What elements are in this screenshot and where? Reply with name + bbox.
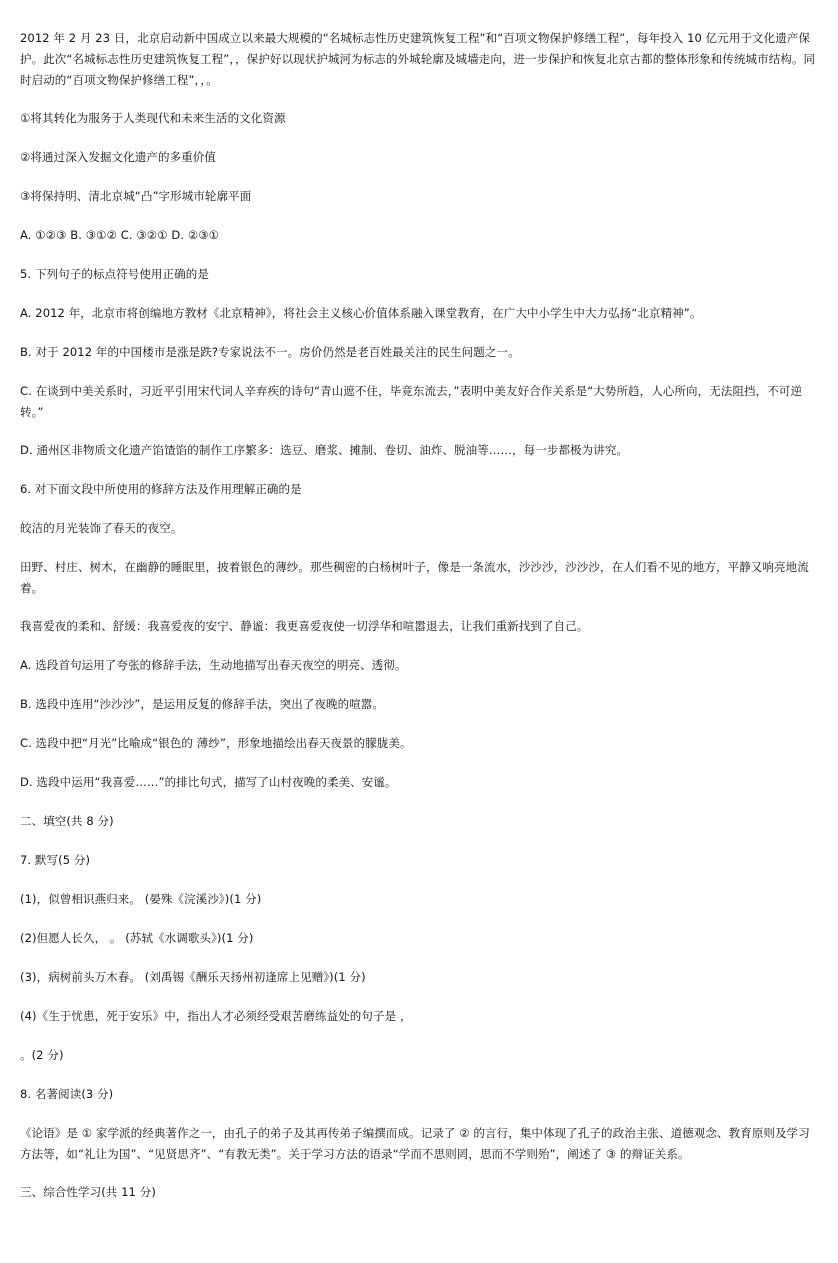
q8-stem: 8. 名著阅读(3 分): [20, 1087, 114, 1101]
q5-option-a: A. 2012 年，北京市将创编地方教材《北京精神》，将社会主义核心价值体系融入课堂教育，在广大中小学生中大力弘扬“北京精神”。: [20, 306, 702, 320]
q8-passage: 《论语》是 ① 家学派的经典著作之一，由孔子的弟子及其再传弟子编撰而成。记录了 ② 的言行，集中体现了孔子的政治主张、道德观念、教育原则及学习方法等，如“礼让为国”、“见贤思齐”、“有教无类”。关于学习方法的语录“学而不思则罔，思而不学则殆”，阐述了 ③ 的辩证关系。: [20, 1126, 810, 1161]
q4-answer-choices: A. ①②③ B. ③①② C. ③②① D. ②③①: [20, 228, 220, 242]
q6-option-a: A. 选段首句运用了夸张的修辞手法，生动地描写出春天夜空的明亮、透彻。: [20, 658, 407, 672]
passage-intro: 2012 年 2 月 23 日，北京启动新中国成立以来最大规模的“名城标志性历史建筑恢复工程”和“百项文物保护修缮工程”，每年投入 10 亿元用于文化遗产保护。此次“名城标志性历史建筑恢复工程”，，保护好以现状护城河为标志的外城轮廓及城墙走向，进一步保护和恢复北京古都的整体形象和传统城市结构。同时启动的“百项文物保护修缮工程”，，。: [20, 31, 816, 87]
sentence-option-3: ③将保持明、清北京城“凸”字形城市轮廓平面: [20, 189, 252, 203]
q6-stem: 6. 对下面文段中所使用的修辞方法及作用理解正确的是: [20, 482, 302, 496]
q7-item-2: (2)但愿人长久， 。 (苏轼《水调歌头》)(1 分): [20, 931, 254, 945]
q7-item-4-continued: 。(2 分): [20, 1048, 64, 1062]
q6-passage-line-1: 皎洁的月光装饰了春天的夜空。: [20, 521, 183, 535]
q5-option-b: B. 对于 2012 年的中国楼市是涨是跌?专家说法不一。房价仍然是老百姓最关注的民生问题之一。: [20, 345, 520, 359]
q6-option-c: C. 选段中把“月光”比喻成“银色的 薄纱”，形象地描绘出春天夜景的朦胧美。: [20, 736, 412, 750]
q7-stem: 7. 默写(5 分): [20, 853, 91, 867]
q7-item-3: (3)，病树前头万木春。 (刘禹锡《酬乐天扬州初逢席上见赠》)(1 分): [20, 970, 366, 984]
section-3-heading: 三、综合性学习(共 11 分): [20, 1185, 156, 1199]
sentence-option-1: ①将其转化为服务于人类现代和未来生活的文化资源: [20, 111, 286, 125]
q6-passage-line-2: 田野、村庄、树木，在幽静的睡眠里，披着银色的薄纱。那些稠密的白杨树叶子，像是一条流水，沙沙沙，沙沙沙，在人们看不见的地方，平静又响亮地流着。: [20, 560, 809, 595]
q5-stem: 5. 下列句子的标点符号使用正确的是: [20, 267, 209, 281]
q5-option-c: C. 在谈到中美关系时，习近平引用宋代词人辛弃疾的诗句“青山遮不住，毕竟东流去，”表明中美友好合作关系是“大势所趋，人心所向，无法阻挡，不可逆转。”: [20, 384, 803, 419]
q7-item-1: (1)，似曾相识燕归来。 (晏殊《浣溪沙》)(1 分): [20, 892, 262, 906]
section-2-heading: 二、填空(共 8 分): [20, 814, 114, 828]
q6-option-b: B. 选段中连用“沙沙沙”，是运用反复的修辞手法，突出了夜晚的喧嚣。: [20, 697, 385, 711]
q7-item-4: (4)《生于忧患，死于安乐》中，指出人才必须经受艰苦磨练益处的句子是 ，: [20, 1009, 412, 1023]
q6-option-d: D. 选段中运用“我喜爱……”的排比句式，描写了山村夜晚的柔美、安谧。: [20, 775, 397, 789]
q5-option-d: D. 通州区非物质文化遗产馅馇馅的制作工序繁多：选豆、磨浆、摊制、卷切、油炸、脱油等……，每一步都极为讲究。: [20, 443, 629, 457]
q6-passage-line-3: 我喜爱夜的柔和、舒缓：我喜爱夜的安宁、静谧：我更喜爱夜使一切浮华和喧嚣退去，让我们重新找到了自己。: [20, 619, 589, 633]
sentence-option-2: ②将通过深入发掘文化遗产的多重价值: [20, 150, 217, 164]
